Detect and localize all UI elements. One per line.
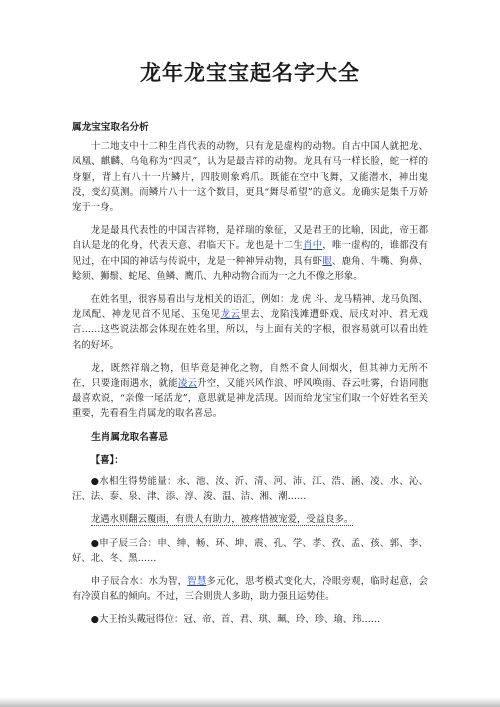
bullet-crown-label: ●大王抬头戴冠得位：	[90, 614, 184, 626]
paragraph-power-text-a: 龙，既然祥瑞之物，但毕竟是神化之物，自然不食人间烟火，但其神力无所不在，只要逢雨遇水，就能	[72, 362, 428, 390]
link-lingyun[interactable]: 凌云	[177, 378, 198, 390]
bullet-crown-chars: 冠、帝、首、君、琪、珮、玲、珍、瑜、玮……	[183, 614, 381, 626]
link-longyun[interactable]: 龙云	[220, 309, 241, 321]
bullet-sanhe-note-text-b: 多元化，思考模式变化大，冷眼旁观，临时起意，会有冷漠自私的倾向。不过，三合则贵人多助，助力强且运势佳。	[72, 576, 428, 603]
link-xiaozhong[interactable]: 肖中	[303, 240, 323, 252]
favor-label: 【喜】：	[90, 454, 124, 466]
bullet-crown	[72, 612, 428, 627]
bullet-water-chars: 永、池、汝、沂、清、河、沛、江、浩、涵、凌、水、沁、汪、法、泰、泉、津、添、淳、浚、温、洁、湘、潮……	[72, 476, 428, 503]
bullet-sanhe-chars: 申、绅、畅、环、坤、震、孔、学、孝、孜、孟、孩、郭、李、好、北、冬、黑……	[72, 537, 428, 564]
paragraph-symbol-text-a: 龙是最具代表性的中国吉祥物，是祥瑞的象征，又是君王的比喻，因此，帝王都自认是龙的化身，代表天意、君临天下。龙也是十二生	[72, 225, 428, 252]
paragraph-symbol-text-b: ，唯一虚构的，谁都没有见过，在中国的神话与传说中，龙是一种神异动物，具有虾	[72, 240, 428, 267]
paragraph-names-text-a: 在姓名里，很容易看出与龙相关的语汇，例如：龙 虎 斗、龙马精神、龙马负图、龙凤配、神龙见首不见尾、玉兔见	[72, 294, 428, 321]
bullet-water-label: ●水相生得势能量：	[90, 476, 177, 488]
paragraph-names	[72, 292, 428, 353]
link-zhihui[interactable]: 智慧	[187, 576, 207, 588]
bullet-water-note-text: 龙遇水则翻云覆雨，有贵人有助力，被疼惜被宠爱，受益良多。	[90, 514, 354, 526]
bullet-water-note	[72, 512, 428, 527]
bullet-water	[72, 474, 428, 504]
bullet-sanhe	[72, 536, 428, 566]
paragraph-dragon-power	[72, 361, 428, 422]
section-heading-analysis: 属龙宝宝取名分析	[72, 122, 149, 133]
bullet-sanhe-note	[72, 574, 428, 604]
paragraph-symbol-text-c: 、鹿角、牛嘴、狗鼻、鲶须、狮鬃、蛇尾、鱼鳞、鹰爪、九种动物合而为一之九不像之形象。	[72, 255, 428, 282]
page-title: 龙年龙宝宝起名字大全	[140, 60, 360, 85]
paragraph-symbol	[72, 223, 428, 284]
bullet-sanhe-label: ●申子辰三合：	[90, 537, 158, 549]
paragraph-intro: 十二地支中十二种生肖代表的动物，只有龙是虚构的动物。自古中国人就把龙、凤凰、麒麟、乌龟称为“四灵”，认为是最吉祥的动物。龙具有马一样长脸，蛇一样的身躯，背上有八十一片鳞片，四肢则象鸡爪。既能在空中飞舞，又能潜水，神出鬼没，变幻莫测。而鳞片八十一这个数目，更具“舞尽希望”的意义。龙确实是集千万娇宠于一身。	[72, 141, 428, 214]
link-yan[interactable]: 眼	[322, 255, 332, 267]
paragraph-names-text-b: 里去、龙陷浅滩遭虾戏、辰戌对冲、君无戏言……这些说法都会体现在姓名里，所以，与上面有关的字根，很容易就可以看出姓名的好坏。	[72, 309, 428, 351]
section-heading-taboo: 生肖属龙取名喜忌	[91, 431, 168, 443]
article-body	[72, 120, 428, 636]
bullet-sanhe-note-text-a: 申子辰合水：水为智，	[90, 576, 188, 588]
paragraph-power-text-b: 升空，又能兴风作浪、呼风唤雨、吞云吐雾，台语同胞最喜欢说，“亲像一尾活龙”，意思就是神龙活现。因而给龙宝宝们取一个好姓名至关重要，先看看生肖属龙的取名喜忌。	[72, 378, 428, 420]
